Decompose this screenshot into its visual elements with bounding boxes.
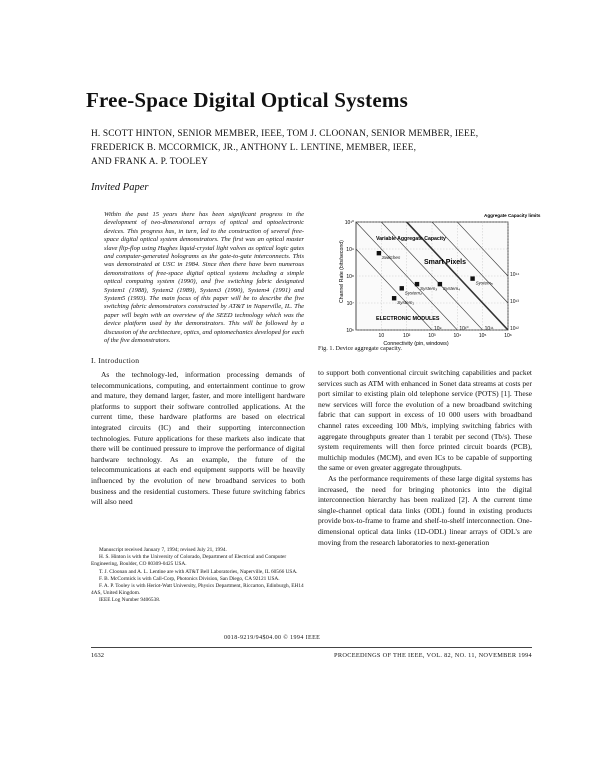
annotation-capacity-limits: Aggregate Capacity limits: [484, 213, 541, 218]
y-tick-label: 10¹⁰: [344, 219, 354, 226]
x-tick-label: 10³: [428, 333, 436, 339]
capacity-line-label: 10¹³: [510, 299, 519, 305]
footnotes: [91, 547, 305, 605]
data-point: [415, 282, 419, 286]
y-axis-label: Channel Rate (bits/second): [339, 240, 345, 303]
paper-type-label: Invited Paper: [91, 182, 149, 193]
annotation-smart-pixels: Smart Pixels: [424, 259, 467, 266]
x-tick-label: 10⁴: [453, 333, 462, 339]
data-point-label: System₄: [442, 286, 461, 292]
footnote-mccormick: F. B. McCormick is with Call-Corp, Photonics Division, San Diego, CA 92121 USA.: [99, 575, 280, 582]
y-tick-label: 10⁶: [346, 327, 354, 334]
data-point: [400, 286, 404, 290]
footnote-log-number: IEEE Log Number 9406538.: [99, 597, 161, 604]
y-tick-label: 10⁹: [346, 246, 354, 253]
x-tick-label: 10⁶: [504, 333, 512, 339]
annotation-electronic-modules: ELECTRONIC MODULES: [376, 316, 440, 322]
capacity-line-label: 10¹⁴: [510, 272, 520, 278]
capacity-line-label: 10⁹: [434, 326, 442, 332]
intro-text-left: [91, 370, 305, 508]
right-paragraph-1: to support both conventional circuit switching capabilities and packet services such as ATM with enhanced in Sonet data streams at costs per port similar to existing plain old telephone service (POTS) [1]. These new services will force the evolution of a new broadband switching fabric that can support in excess of 10 000 users with broadband channel rates exceeding 100 Mb/s, implying switching fabrics with aggregate throughputs greater than 1 terabit per second (Tb/s). These system requirements will then force printed circuit boards (PCB), multichip modules (MCM), and even ICs to be capable of supporting the same or even greater aggregate throughputs.: [318, 368, 532, 473]
x-tick-label: 10: [378, 333, 385, 339]
authors-line-3: AND FRANK A. P. TOOLEY: [91, 157, 209, 167]
page-number: 1632: [91, 652, 104, 659]
journal-citation: PROCEEDINGS OF THE IEEE, VOL. 82, NO. 11, NOVEMBER 1994: [334, 652, 532, 659]
authors-line-2: FREDERICK B. MCCORMICK, JR., ANTHONY L. LENTINE, MEMBER, IEEE,: [91, 143, 417, 153]
footnote-received: Manuscript received January 7, 1994; revised July 21, 1994.: [99, 547, 227, 553]
intro-text-right: [318, 368, 532, 548]
footnote-cloonan-lentine: T. J. Cloonan and A. L. Lentine are with AT&T Bell Laboratories, Naperville, IL 60566 USA.: [99, 568, 298, 575]
capacity-line-label: 10¹¹: [484, 326, 494, 332]
device-capacity-chart: [316, 208, 541, 347]
data-point: [392, 296, 396, 300]
paper-title: Free-Space Digital Optical Systems: [86, 88, 408, 112]
x-tick-label: 10²: [403, 333, 411, 339]
data-point-label: Switches: [381, 255, 401, 261]
footer-rule: [91, 647, 532, 648]
data-point-label: System₅: [475, 280, 493, 286]
footnote-hinton: H. S. Hinton is with the University of Colorado, Department of Electrical and Computer Engineering, Boulder, CO 80309-0425 USA.: [91, 554, 287, 568]
section-heading: I. Introduction: [91, 356, 140, 365]
y-tick-label: 10⁸: [346, 273, 354, 280]
intro-paragraph: As the technology-led, information processing demands of telecommunications, computing, and entertainment continue to grow and mature, they demand larger, faster, and more intelligent hardware platforms to support their software controlled applications. At the current time, these hardware platforms are based on electrical integrated circuits (IC) and their supporting interconnection technologies. Future applications for these markets also indicate that there will be continued pressure to improve the performance of digital hardware technology. As an example, the future of the telecommunications at each end equipment supports will be heavily influenced by the evolution of new broadband services to both business and the residential customers. These future switching fabrics will also need: [91, 370, 305, 507]
footnote-tooley: F. A. P. Tooley is with Heriot-Watt University, Physics Department, Riccarton, Edinburgh, EH14 4AS, United Kingdom.: [91, 583, 304, 597]
data-point: [470, 276, 474, 280]
capacity-line-label: 10¹²: [510, 326, 519, 332]
x-tick-label: 10⁵: [478, 333, 487, 339]
figure-caption: Fig. 1. Device aggregate capacity.: [318, 345, 402, 352]
x-axis-label: Connectivity (pin, windows): [383, 341, 449, 347]
data-point: [377, 251, 381, 255]
capacity-line-label: 10¹⁰: [459, 326, 469, 332]
copyright-line: 0018-9219/94$04.00 © 1994 IEEE: [224, 635, 321, 641]
annotation-variable-capacity: Variable Aggregate Capacity: [376, 236, 446, 242]
right-paragraph-2: As the performance requirements of these large digital systems has increased, the need for bringing photonics into the digital interconnection hierarchy has been realized [2]. A the current time single-channel optical data links (ODL) found in existing products provide box-to-frame to frame and shelf-to-shelf interconnection. One-dimensional optical data links (1D-ODL) linear arrays of ODL's are moving from the research laboratories to next-generation: [318, 473, 532, 547]
data-point-label: System₃: [420, 286, 438, 292]
data-point-label: System₁: [397, 300, 414, 306]
data-point: [438, 282, 442, 286]
y-tick-label: 10⁷: [346, 300, 354, 307]
author-list: [91, 127, 531, 169]
abstract: Within the past 15 years there has been significant progress in the development of two-dimensional arrays of optical and optoelectronic devices. This progress has, in turn, led to the construction of several free-space digital optical system demonstrators. The first was an optical master slave flip-flop using Hughes liquid-crystal light valves as optical logic gates and computer-generated holograms as the gate-to-gate interconnects. This was demonstrated at USC in 1984. Since then there have been numerous demonstrations of free-space digital optical systems including a simple optical computing system (1990), and five switching fabric designated System1 (1988), System2 (1989), System3 (1990), System4 (1991) and System5 (1993). The main focus of this paper will be to describe the five switching fabric demonstrators constructed by AT&T in Naperville, IL. The paper will begin with an overview of the SEED technology which was the device platform used by the demonstrators. This will be followed by a discussion of the architecture, optics, and optomechanics developed for each of the five demonstrators.: [104, 211, 304, 345]
figure-1: [316, 208, 541, 347]
data-point-label: System₂: [404, 290, 422, 296]
authors-line-1: H. SCOTT HINTON, SENIOR MEMBER, IEEE, TOM J. CLOONAN, SENIOR MEMBER, IEEE,: [91, 129, 479, 139]
